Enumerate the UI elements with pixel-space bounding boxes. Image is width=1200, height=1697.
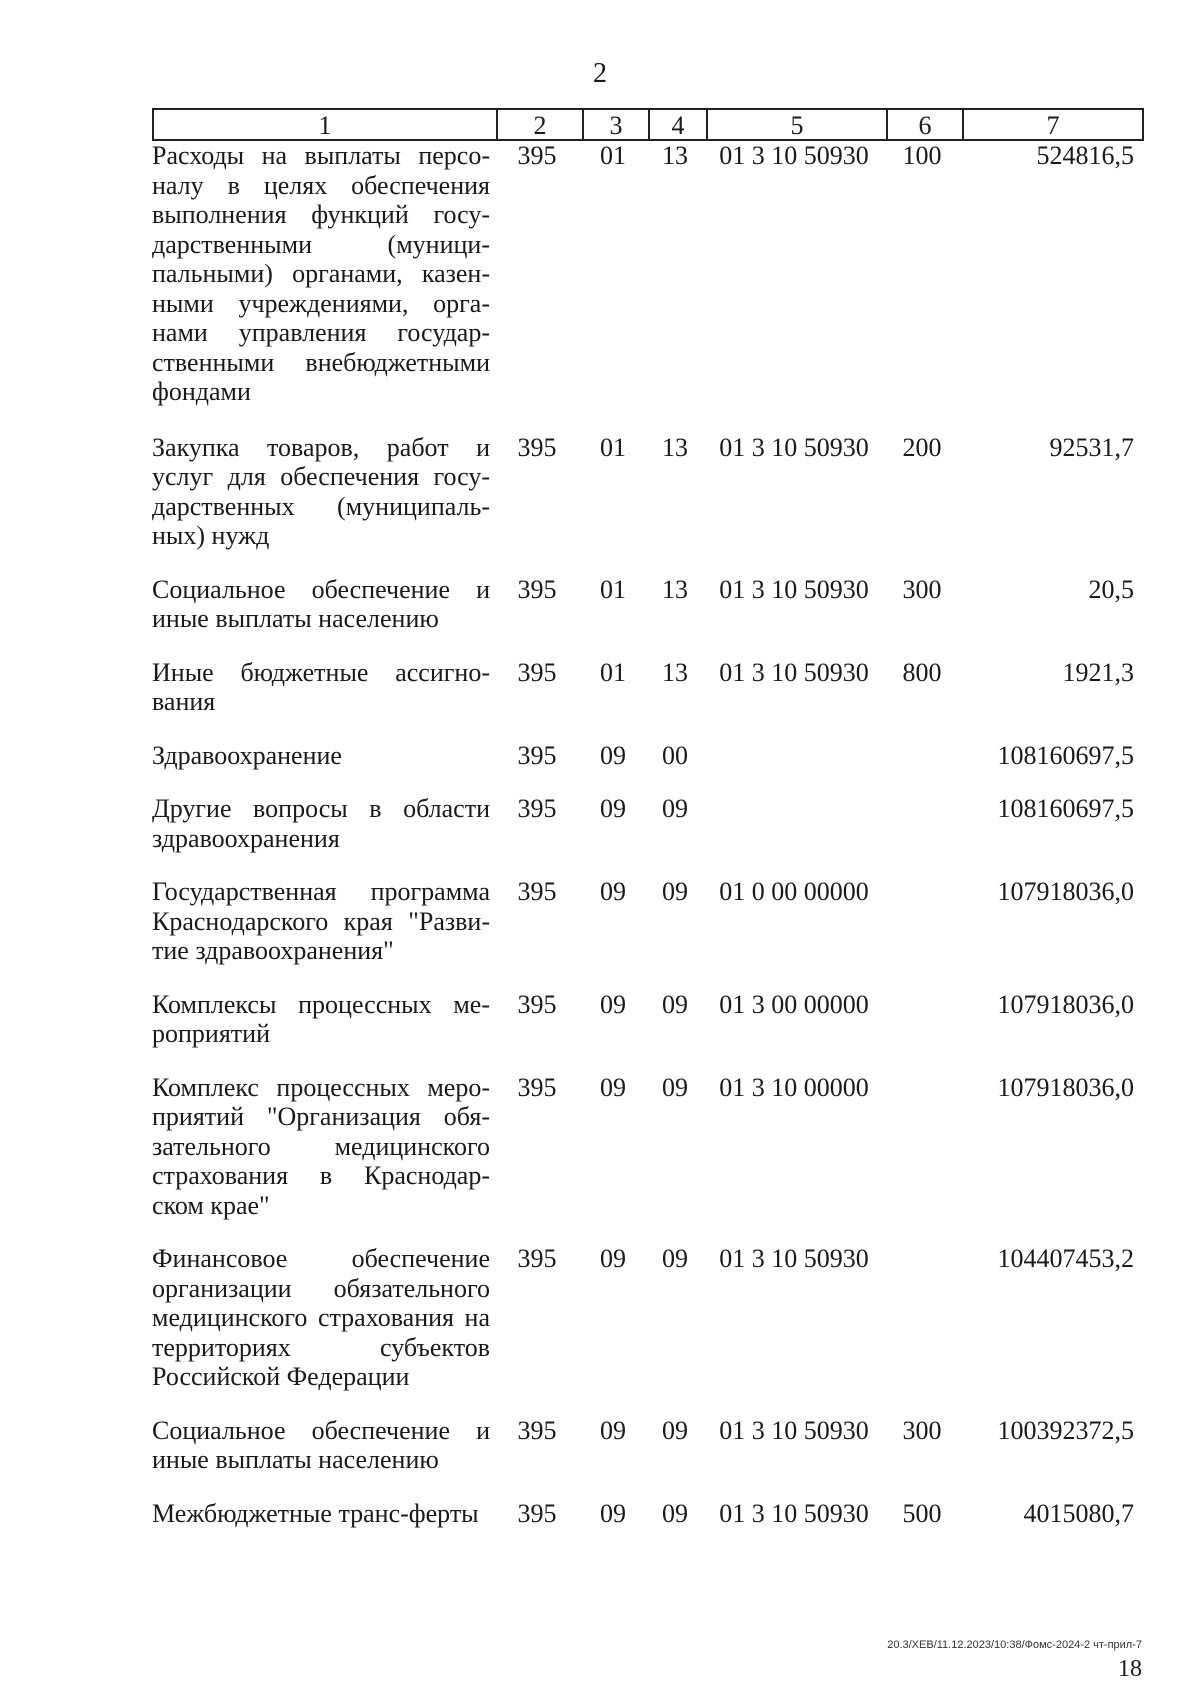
row-col-3: 09 [600, 1498, 626, 1528]
row-col-4: 09 [662, 1244, 688, 1273]
row-col-3: 01 [600, 657, 626, 687]
row-col-4: 13 [662, 141, 688, 170]
row-col-6: 800 [902, 657, 942, 687]
row-col-5: 01 3 10 50930 [719, 432, 869, 462]
row-col-2: 395 [517, 657, 557, 687]
row-col-6: 100 [902, 141, 942, 170]
table-header [152, 108, 1144, 141]
row-col-7: 108160697,5 [997, 794, 1134, 823]
row-name: Комплексы процессных ме-роприятий [152, 989, 490, 1048]
row-col-4: 09 [662, 794, 688, 823]
row-col-5: 01 3 10 50930 [719, 574, 869, 604]
row-col-5: 01 3 10 00000 [719, 1072, 869, 1102]
table-row [152, 877, 1144, 966]
row-col-4: 13 [662, 657, 688, 687]
row-col-7: 107918036,0 [997, 877, 1134, 906]
row-col-2: 395 [517, 1498, 557, 1528]
header-col-5: 5 [706, 110, 886, 139]
row-col-6 [884, 877, 960, 966]
table-row [152, 433, 1144, 551]
row-name: Межбюджетные транс-ферты [152, 1498, 479, 1528]
row-col-3: 09 [600, 794, 626, 823]
row-col-7: 104407453,2 [997, 1244, 1134, 1273]
row-col-5: 01 3 10 50930 [719, 1498, 869, 1528]
row-col-6 [884, 1244, 960, 1392]
header-col-1: 1 [318, 111, 332, 140]
row-name: Закупка товаров, работ и услуг для обеспечения госу-дарственных (муниципаль-ных) нужд [152, 432, 490, 550]
row-col-4: 09 [662, 1415, 688, 1445]
row-col-7: 107918036,0 [997, 1072, 1134, 1102]
row-col-5: 01 3 10 50930 [719, 1415, 869, 1445]
sheet-number: 18 [1118, 1656, 1142, 1682]
row-col-6 [884, 794, 960, 853]
row-name: Финансовое обеспечение организации обязательного медицинского страхования на территориях субъектов Российской Федерации [152, 1244, 490, 1391]
row-name: Комплекс процессных меро-приятий "Организация обя-зательного медицинского страхования в Краснодар-ском крае" [152, 1072, 490, 1220]
row-col-3: 01 [600, 574, 626, 604]
row-col-3: 01 [600, 141, 626, 170]
row-col-6 [884, 1073, 960, 1221]
row-col-2: 395 [517, 1244, 557, 1273]
row-col-2: 395 [517, 432, 557, 462]
table-row [152, 741, 1144, 771]
table-row [152, 658, 1144, 717]
row-name: Государственная программа Краснодарского края "Разви-тие здравоохранения" [152, 877, 490, 965]
row-col-2: 395 [517, 877, 557, 906]
row-col-2: 395 [517, 141, 557, 170]
row-col-3: 09 [600, 1244, 626, 1273]
table-row [152, 1073, 1144, 1221]
row-col-3: 09 [600, 989, 626, 1019]
table-row [152, 141, 1144, 407]
row-col-4: 09 [662, 989, 688, 1019]
row-col-2: 395 [517, 794, 557, 823]
row-col-3: 09 [600, 1072, 626, 1102]
row-col-3: 01 [600, 432, 626, 462]
page-number: 2 [593, 58, 607, 89]
row-col-4: 13 [662, 432, 688, 462]
row-col-7: 4015080,7 [1023, 1498, 1134, 1528]
row-col-6 [884, 741, 960, 771]
row-col-7: 524816,5 [1036, 141, 1134, 170]
row-col-7: 20,5 [1088, 574, 1134, 604]
row-col-7: 92531,7 [1049, 432, 1134, 462]
row-name: Социальное обеспечение и иные выплаты населению [152, 1415, 490, 1474]
table-row [152, 575, 1144, 634]
row-col-7: 1921,3 [1062, 657, 1134, 687]
row-name: Расходы на выплаты персо-налу в целях обеспечения выполнения функций госу-дарственными (муници-пальными) органами, казен-ными учреждениями, орга-нами управления государ-ственными внебюджетными фондами [152, 141, 490, 406]
row-col-6: 500 [902, 1498, 942, 1528]
row-col-5: 01 0 00 00000 [719, 877, 869, 906]
row-col-5: 01 3 00 00000 [719, 989, 869, 1019]
document-code: 20.3/ХЕВ/11.12.2023/10:38/Фомс-2024-2 чт-прил-7 [887, 1639, 1142, 1651]
row-col-6 [884, 990, 960, 1049]
row-col-4: 09 [662, 877, 688, 906]
row-col-2: 395 [517, 989, 557, 1019]
row-col-7: 107918036,0 [997, 989, 1134, 1019]
row-col-3: 09 [600, 877, 626, 906]
table-row [152, 990, 1144, 1049]
row-col-7: 100392372,5 [997, 1415, 1134, 1445]
row-col-6: 200 [902, 432, 942, 462]
row-col-5: 01 3 10 50930 [719, 657, 869, 687]
header-col-3: 3 [582, 110, 648, 139]
row-col-2: 395 [517, 1072, 557, 1102]
row-col-3: 09 [600, 740, 626, 770]
table-row [152, 1499, 1144, 1529]
row-col-5 [704, 741, 884, 771]
row-col-6: 300 [902, 1415, 942, 1445]
row-col-7: 108160697,5 [997, 740, 1134, 770]
table-row [152, 1244, 1144, 1392]
row-col-2: 395 [517, 740, 557, 770]
row-col-5: 01 3 10 50930 [719, 141, 869, 170]
row-col-5 [704, 794, 884, 853]
row-col-4: 09 [662, 1072, 688, 1102]
row-name: Здравоохранение [152, 740, 342, 770]
row-col-4: 09 [662, 1498, 688, 1528]
header-col-6: 6 [886, 110, 962, 139]
row-name: Другие вопросы в области здравоохранения [152, 794, 490, 853]
header-col-4: 4 [648, 110, 706, 139]
row-col-2: 395 [517, 574, 557, 604]
row-col-5: 01 3 10 50930 [719, 1244, 869, 1273]
row-col-3: 09 [600, 1415, 626, 1445]
header-col-2: 2 [496, 110, 582, 139]
row-col-6: 300 [902, 574, 942, 604]
row-col-4: 00 [662, 740, 688, 770]
table-row [152, 1416, 1144, 1475]
table-row [152, 794, 1144, 853]
budget-table-body [152, 141, 1144, 1528]
header-col-7: 7 [962, 110, 1142, 139]
row-name: Иные бюджетные ассигно-вания [152, 657, 490, 716]
row-col-2: 395 [517, 1415, 557, 1445]
row-col-4: 13 [662, 574, 688, 604]
row-name: Социальное обеспечение и иные выплаты населению [152, 574, 490, 633]
